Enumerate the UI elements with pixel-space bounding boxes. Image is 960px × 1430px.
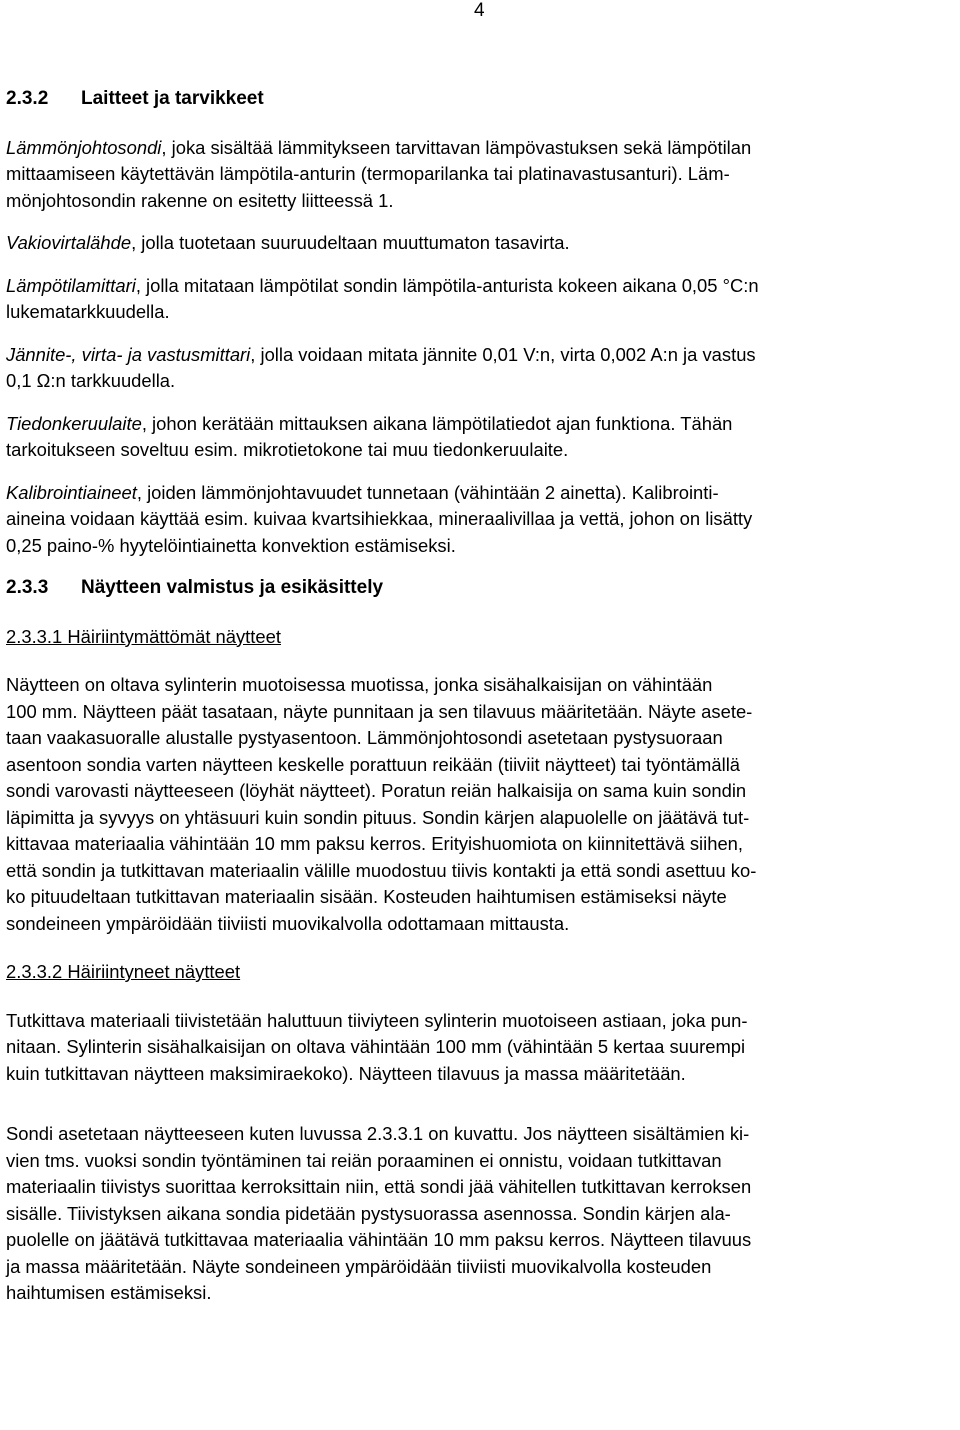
- text-line: vien tms. vuoksi sondin työntäminen tai reiän poraaminen ei onnistu, voidaan tutkittavan: [6, 1149, 722, 1171]
- text-line: Jännite-, virta- ja vastusmittari, jolla voidaan mitata jännite 0,01 V:n, virta 0,002 A:n ja vastus: [6, 343, 756, 365]
- equipment-term: Vakiovirtalähde: [6, 232, 132, 253]
- paragraph-disturbed-samples-1: [6, 1008, 956, 1088]
- text-line: Tutkittava materiaali tiivistetään haluttuun tiiviyteen sylinterin muotoiseen astiaan, joka pun-: [6, 1009, 748, 1031]
- text-line: Lämmönjohtosondi, joka sisältää lämmitykseen tarvittavan lämpövastuksen sekä lämpötilan: [6, 136, 752, 158]
- subsection-heading-2-3-3-1: 2.3.3.1 Häiriintymättömät näytteet: [6, 625, 281, 647]
- text-line: kittavaa materiaalia vähintään 10 mm paksu kerros. Erityishuomiota on kiinnitettävä siihen,: [6, 833, 744, 854]
- section-heading-2-3-3: [6, 575, 956, 602]
- text-line: Vakiovirtalähde, jolla tuotetaan suuruudeltaan muuttumaton tasavirta.: [6, 232, 570, 253]
- text-line: aineina voidaan käyttää esim. kuivaa kvartsihiekkaa, mineraalivillaa ja vettä, johon on lisätty: [6, 508, 753, 529]
- paragraph-undisturbed-samples: [6, 672, 956, 937]
- text-line: 100 mm. Näytteen päät tasataan, näyte punnitaan ja sen tilavuus määritetään. Näyte asete-: [6, 700, 753, 722]
- text-line: haihtumisen estämiseksi.: [6, 1282, 212, 1303]
- section-title: Näytteen valmistus ja esikäsittely: [81, 577, 384, 598]
- equipment-term: Jännite-, virta- ja vastusmittari: [6, 343, 251, 365]
- text-line: mönjohtosondin rakenne on esitetty liitteessä 1.: [6, 189, 394, 211]
- equipment-term: Lämpötilamittari: [6, 274, 136, 296]
- text-line: tarkoitukseen soveltuu esim. mikrotietokone tai muu tiedonkeruulaite.: [6, 439, 569, 460]
- section-heading-2-3-2: [6, 86, 956, 113]
- text-line: sondi varovasti näytteeseen (löyhät näytteet). Poratun reiän halkaisija on sama kuin sondin: [6, 780, 747, 801]
- equipment-term: Lämmönjohtosondi: [6, 136, 162, 158]
- text-line: materiaalin tiivistys suorittaa kerroksittain niin, että sondi jää vähitellen tutkittavan kerroksen: [6, 1176, 752, 1197]
- equipment-item: [6, 480, 956, 560]
- equipment-item: [6, 411, 956, 464]
- text-line: Tiedonkeruulaite, johon kerätään mittauksen aikana lämpötilatiedot ajan funktiona. Tähän: [6, 412, 733, 434]
- text-line: taan vaakasuoralle alustalle pystyasentoon. Lämmönjohtosondi asetetaan pystysuoraan: [6, 727, 723, 748]
- text-line: 0,25 paino-% hyytelöintiainetta konvektion estämiseksi.: [6, 534, 456, 556]
- section-number: 2.3.3: [6, 577, 49, 598]
- text-line: että sondin ja tutkittavan materiaalin välille muodostuu tiivis kontakti ja että sondi asettuu ko-: [6, 859, 757, 881]
- equipment-item: [6, 342, 956, 395]
- subsection-heading-2-3-3-2: 2.3.3.2 Häiriintyneet näytteet: [6, 961, 241, 982]
- text-line: lukematarkkuudella.: [6, 301, 170, 322]
- text-line: kuin tutkittavan näytteen maksimiraekoko). Näytteen tilavuus ja massa määritetään.: [6, 1062, 686, 1084]
- text-line: ja massa määritetään. Näyte sondeineen ympäröidään tiiviisti muovikalvolla kosteuden: [6, 1255, 712, 1277]
- text-line: läpimitta ja syvyys on yhtäsuuri kuin sondin pituus. Sondin kärjen alapuolelle on jäätävä tut-: [6, 806, 750, 828]
- page-number: 4: [474, 0, 485, 21]
- text-line: asentoon sondia varten näytteen keskelle porattuun reikään (tiiviit näytteet) tai työntämällä: [6, 753, 741, 775]
- section-title: Laitteet ja tarvikkeet: [81, 88, 264, 109]
- equipment-item: [6, 230, 956, 257]
- text-line: Sondi asetetaan näytteeseen kuten luvussa 2.3.3.1 on kuvattu. Jos näytteen sisältämien ki-: [6, 1123, 750, 1144]
- text-line: sisälle. Tiivistyksen aikana sondia pidetään pystysuorassa asennossa. Sondin kärjen ala-: [6, 1202, 731, 1224]
- equipment-item: [6, 273, 956, 326]
- paragraph-disturbed-samples-2: [6, 1121, 956, 1307]
- text-line: mittaamiseen käytettävän lämpötila-anturin (termoparilanka tai platinavastusanturi). Läm-: [6, 163, 730, 184]
- text-line: puolelle on jäätävä tutkittavaa materiaalia vähintään 10 mm paksu kerros. Näytteen tilavuus: [6, 1229, 752, 1250]
- equipment-item: [6, 135, 956, 215]
- section-number: 2.3.2: [6, 88, 49, 109]
- text-line: Kalibrointiaineet, joiden lämmönjohtavuudet tunnetaan (vähintään 2 ainetta). Kalibrointi-: [6, 481, 719, 503]
- text-line: Lämpötilamittari, jolla mitataan lämpötilat sondin lämpötila-anturista kokeen aikana 0,05 °C:n: [6, 274, 759, 296]
- equipment-list: [6, 135, 956, 560]
- equipment-term: Tiedonkeruulaite: [6, 412, 142, 434]
- text-line: ko pituudeltaan tutkittavan materiaalin sisään. Kosteuden haihtumisen estämiseksi näyte: [6, 886, 727, 907]
- text-line: nitaan. Sylinterin sisähalkaisijan on oltava vähintään 100 mm (vähintään 5 kertaa suurempi: [6, 1036, 746, 1057]
- text-line: sondeineen ympäröidään tiiviisti muovikalvolla odottamaan mittausta.: [6, 912, 570, 934]
- document-body: [6, 86, 956, 1323]
- equipment-term: Kalibrointiaineet: [6, 481, 137, 503]
- text-line: Näytteen on oltava sylinterin muotoisessa muotissa, jonka sisähalkaisijan on vähintään: [6, 674, 713, 695]
- text-line: 0,1 Ω:n tarkkuudella.: [6, 370, 176, 391]
